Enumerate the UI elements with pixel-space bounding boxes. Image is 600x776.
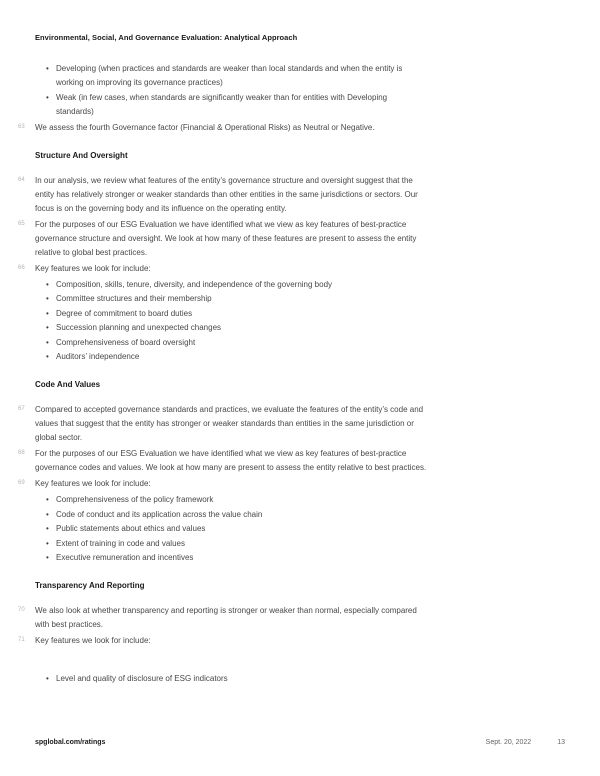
- page-footer: [35, 738, 565, 747]
- section-heading-transparency-and-reporting: Transparency And Reporting: [35, 581, 145, 590]
- list-item: • Succession planning and unexpected changes: [56, 321, 427, 335]
- paragraph-67: [18, 403, 427, 445]
- list-item: • Extent of training in code and values: [56, 537, 427, 551]
- list-item: • Degree of commitment to board duties: [56, 307, 427, 321]
- intro-bullet-list: [35, 62, 427, 119]
- paragraph-70: [18, 604, 427, 632]
- paragraph-text: Compared to accepted governance standards and practices, we evaluate the features of the entity’s code and values that suggest that the entity has stronger or weaker standards than entities in the same jurisdiction or global sector.: [35, 405, 424, 442]
- code-bullet-list: [35, 493, 427, 565]
- list-item: • Weak (in few cases, when standards are significantly weaker than for entities with Developing standards): [56, 91, 427, 119]
- paragraph-number: 64: [18, 176, 25, 183]
- paragraph-64: [18, 174, 427, 216]
- list-item: • Code of conduct and its application across the value chain: [56, 508, 427, 522]
- paragraph-number: 68: [18, 450, 25, 456]
- list-item: • Level and quality of disclosure of ESG indicators: [56, 672, 427, 686]
- footer-date: Sept. 20, 2022: [485, 739, 532, 746]
- footer-page-number: 13: [557, 739, 565, 746]
- paragraph-text: We also look at whether transparency and reporting is stronger or weaker than normal, especially compared with best practices.: [35, 606, 417, 629]
- paragraph-66: [18, 262, 427, 276]
- paragraph-number: 71: [18, 637, 25, 643]
- list-item: • Executive remuneration and incentives: [56, 551, 427, 565]
- page-content: [18, 33, 427, 688]
- paragraph-number: 70: [18, 607, 25, 613]
- paragraph-text: We assess the fourth Governance factor (Financial & Operational Risks) as Neutral or Negative.: [35, 122, 375, 132]
- paragraph-number: 66: [18, 264, 25, 271]
- running-header: Environmental, Social, And Governance Evaluation: Analytical Approach: [35, 33, 298, 42]
- list-item: • Comprehensiveness of board oversight: [56, 336, 427, 350]
- paragraph-text: Key features we look for include:: [35, 479, 151, 488]
- list-item: • Committee structures and their membership: [56, 292, 427, 306]
- paragraph-71: [18, 634, 427, 648]
- section-heading-code-and-values: Code And Values: [35, 380, 101, 389]
- paragraph-65: [18, 218, 427, 260]
- list-item: • Developing (when practices and standards are weaker than local standards and when the entity is working on improving its governance practices): [56, 62, 427, 90]
- structure-bullet-list: [35, 278, 427, 365]
- paragraph-text: For the purposes of our ESG Evaluation we have identified what we view as key features of best-practice governance codes and values. We look at how many are present to assess the entity relative to best practices.: [35, 449, 427, 472]
- footer-site-link[interactable]: spglobal.com/ratings: [35, 739, 106, 746]
- paragraph-number: 63: [18, 123, 25, 130]
- paragraph-63: [18, 121, 427, 135]
- paragraph-text: Key features we look for include:: [35, 636, 151, 645]
- footer-right: [486, 738, 565, 747]
- transparency-bullet-list: [35, 672, 427, 686]
- list-item: • Auditors’ independence: [56, 350, 427, 364]
- section-heading-structure-and-oversight: Structure And Oversight: [35, 150, 128, 160]
- paragraph-number: 65: [18, 220, 25, 227]
- paragraph-number: 69: [18, 480, 25, 486]
- paragraph-text: Key features we look for include:: [35, 263, 151, 273]
- paragraph-69: [18, 477, 427, 491]
- paragraph-text: For the purposes of our ESG Evaluation we have identified what we view as key features of best-practice governance structure and oversight. We look at how many of these features are present to assess the entity relative to global best practices.: [35, 219, 417, 257]
- list-item: • Comprehensiveness of the policy framework: [56, 493, 427, 507]
- paragraph-text: In our analysis, we review what features of the entity’s governance structure and oversight suggest that the entity has relatively stronger or weaker standards than other entities in the same jurisdictions or sectors. Our focus is on the governing body and its influence on the operating entity.: [35, 175, 418, 213]
- paragraph-68: [18, 447, 427, 475]
- paragraph-number: 67: [18, 406, 25, 412]
- list-item: • Composition, skills, tenure, diversity, and independence of the governing body: [56, 278, 427, 292]
- list-item: • Public statements about ethics and values: [56, 522, 427, 536]
